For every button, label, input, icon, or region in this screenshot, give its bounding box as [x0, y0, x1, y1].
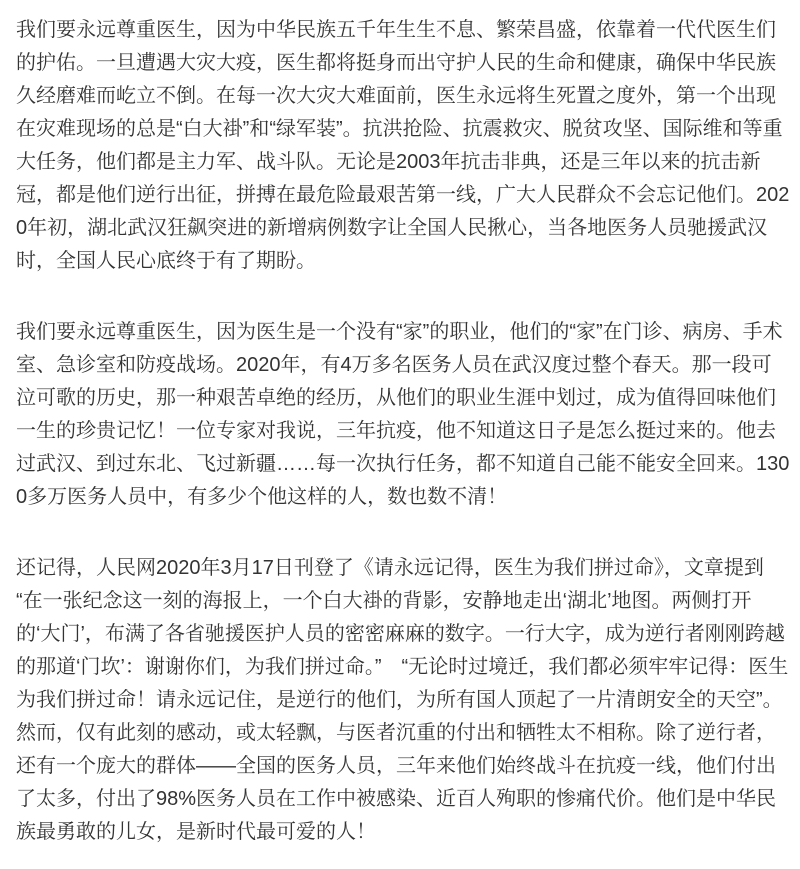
- paragraph-1: 我们要永远尊重医生，因为中华民族五千年生生不息、繁荣昌盛，依靠着一代代医生们的护佑。一旦遭遇大灾大疫，医生都将挺身而出守护人民的生命和健康，确保中华民族久经磨难而屹立不倒。在每一次大灾大难面前，医生永远将生死置之度外，第一个出现在灾难现场的总是“白大褂”和“绿军装”。抗洪抢险、抗震救灾、脱贫攻坚、国际维和等重大任务，他们都是主力军、战斗队。无论是2003年抗击非典，还是三年以来的抗击新冠，都是他们逆行出征，拼搏在最危险最艰苦第一线，广大人民群众不会忘记他们。2020年初，湖北武汉狂飙突进的新增病例数字让全国人民揪心，当各地医务人员驰援武汉时，全国人民心底终于有了期盼。: [16, 19, 790, 272]
- paragraph-3: 还记得，人民网2020年3月17日刊登了《请永远记得，医生为我们拼过命》，文章提到“在一张纪念这一刻的海报上，一个白大褂的背影，安静地走出‘湖北’地图。两侧打开的‘大门’，布满了各省驰援医护人员的密密麻麻的数字。一行大字，成为逆行者刚刚跨越的那道‘门坎’：谢谢你们，为我们拼过命。” “无论时过境迁，我们都必须牢牢记得：医生为我们拼过命！请永远记住，是逆行的他们，为所有国人顶起了一片清朗安全的天空”。然而，仅有此刻的感动，或太轻飘，与医者沉重的付出和牺牲太不相称。除了逆行者，还有一个庞大的群体——全国的医务人员，三年来他们始终战斗在抗疫一线，他们付出了太多，付出了98%医务人员在工作中被感染、近百人殉职的惨痛代价。他们是中华民族最勇敢的儿女，是新时代最可爱的人！: [16, 557, 789, 843]
- paragraph-2: 我们要永远尊重医生，因为医生是一个没有“家”的职业，他们的“家”在门诊、病房、手术室、急诊室和防疫战场。2020年，有4万多名医务人员在武汉度过整个春天。那一段可泣可歌的历史，那一种艰苦卓绝的经历，从他们的职业生涯中划过，成为值得回味他们一生的珍贵记忆！一位专家对我说，三年抗疫，他不知道这日子是怎么挺过来的。他去过武汉、到过东北、飞过新疆……每一次执行任务，都不知道自己能不能安全回来。1300多万医务人员中，有多少个他这样的人，数也数不清！: [16, 321, 790, 508]
